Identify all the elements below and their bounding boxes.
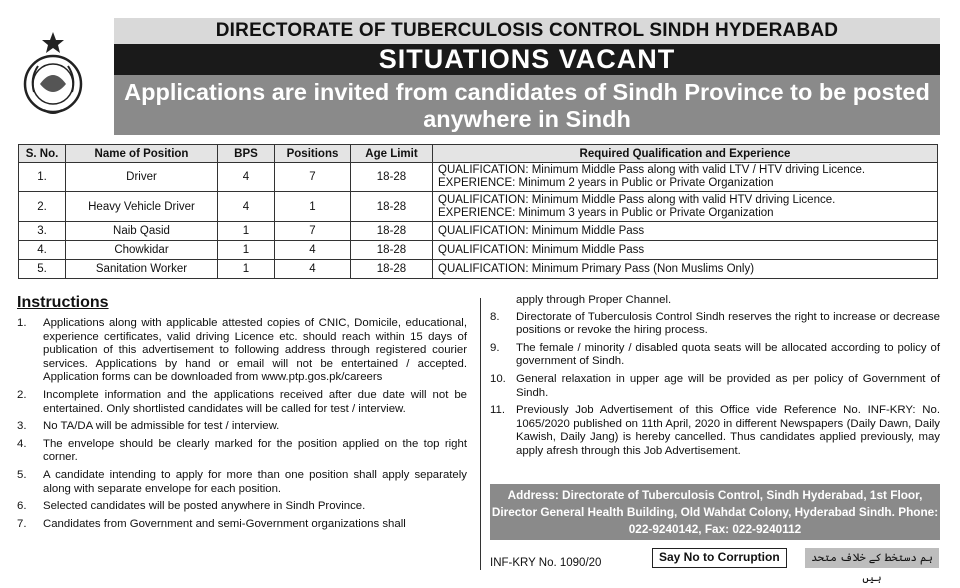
qualification-text: QUALIFICATION: Minimum Middle Pass along with valid LTV / HTV driving Licence. — [438, 164, 866, 176]
list-item — [17, 317, 467, 385]
cell-sno: 1. — [19, 163, 66, 192]
cell-bps: 4 — [218, 192, 275, 222]
cell-requirements: QUALIFICATION: Minimum Middle Pass — [433, 241, 938, 260]
cell-age: 18-28 — [351, 241, 433, 260]
list-item — [17, 500, 467, 514]
table-row — [19, 222, 938, 241]
cell-sno: 3. — [19, 222, 66, 241]
cell-bps: 1 — [218, 260, 275, 279]
list-item — [17, 518, 467, 532]
cell-sno: 4. — [19, 241, 66, 260]
list-item — [17, 469, 467, 496]
item-text: The female / minority / disabled quota seats will be allocated according to policy of government of Sindh. — [516, 341, 940, 368]
cell-requirements: QUALIFICATION: Minimum Primary Pass (Non Muslims Only) — [433, 260, 938, 279]
cell-sno: 5. — [19, 260, 66, 279]
sindh-government-emblem — [20, 30, 86, 116]
cell-positions: 7 — [275, 163, 351, 192]
cell-bps: 1 — [218, 222, 275, 241]
col-bps: BPS — [218, 145, 275, 163]
urdu-slogan: ہم دستخط کے خلاف متحد ہیں — [805, 548, 939, 568]
col-sno: S. No. — [19, 145, 66, 163]
cell-bps: 4 — [218, 163, 275, 192]
cell-positions: 7 — [275, 222, 351, 241]
cell-age: 18-28 — [351, 260, 433, 279]
item-number: 11. — [490, 404, 505, 417]
cell-positions: 4 — [275, 260, 351, 279]
col-position-name: Name of Position — [66, 145, 218, 163]
list-item — [17, 389, 467, 416]
table-row — [19, 192, 938, 222]
directorate-title: DIRECTORATE OF TUBERCULOSIS CONTROL SINDH HYDERABAD — [114, 18, 940, 44]
item-text: Incomplete information and the applications received after due date will not be entertained. Only shortlisted candidates will be called for test / interview. — [43, 388, 467, 415]
col-qualification: Required Qualification and Experience — [433, 145, 938, 163]
list-item — [490, 342, 940, 369]
say-no-to-corruption-badge: Say No to Corruption — [652, 548, 787, 568]
list-item — [490, 311, 940, 338]
table-row — [19, 241, 938, 260]
situations-vacant-banner: SITUATIONS VACANT — [114, 44, 940, 75]
item-7-continuation: apply through Proper Channel. — [516, 294, 672, 306]
col-positions: Positions — [275, 145, 351, 163]
item-number: 8. — [490, 310, 500, 323]
item-text: Selected candidates will be posted anywhere in Sindh Province. — [43, 500, 366, 513]
invitation-banner: Applications are invited from candidates of Sindh Province to be posted anywhere in Sindh — [114, 75, 940, 135]
col-age-limit: Age Limit — [351, 145, 433, 163]
item-text: General relaxation in upper age will be provided as per policy of Government of Sindh. — [516, 372, 940, 399]
contact-address-box: Address: Directorate of Tuberculosis Control, Sindh Hyderabad, 1st Floor, Director General Health Building, Old Wahdat Colony, Hyderabad Sindh. Phone: 022-9240142, Fax: 022-9240112 — [490, 484, 940, 540]
cell-positions: 1 — [275, 192, 351, 222]
item-text: A candidate intending to apply for more than one position shall apply separately along with separate envelope for each position. — [43, 468, 467, 495]
table-header-row — [19, 145, 938, 163]
item-number: 3. — [17, 420, 27, 433]
item-number: 6. — [17, 500, 27, 513]
list-item — [17, 438, 467, 465]
instructions-left-column — [17, 317, 467, 535]
list-item — [17, 420, 467, 434]
cell-sno: 2. — [19, 192, 66, 222]
cell-requirements: QUALIFICATION: Minimum Middle Pass — [433, 222, 938, 241]
experience-text: EXPERIENCE: Minimum 3 years in Public or Private Organization — [438, 206, 774, 219]
experience-text: EXPERIENCE: Minimum 2 years in Public or Private Organization — [438, 177, 774, 189]
instructions-right-column — [490, 294, 940, 463]
qualification-text: QUALIFICATION: Minimum Middle Pass along with valid HTV driving Licence. — [438, 193, 836, 206]
column-divider — [480, 298, 481, 570]
cell-bps: 1 — [218, 241, 275, 260]
cell-name: Chowkidar — [66, 241, 218, 260]
item-text: The envelope should be clearly marked for the position applied on the top right corner. — [43, 437, 467, 464]
cell-requirements — [433, 192, 938, 222]
item-number: 4. — [17, 437, 27, 450]
cell-name: Driver — [66, 163, 218, 192]
cell-age: 18-28 — [351, 192, 433, 222]
reference-number: INF-KRY No. 1090/20 — [490, 557, 602, 569]
table-row — [19, 260, 938, 279]
item-number: 9. — [490, 341, 500, 354]
item-text: Candidates from Government and semi-Government organizations shall — [43, 517, 406, 530]
item-text: No TA/DA will be admissible for test / interview. — [43, 420, 280, 433]
instructions-heading: Instructions — [17, 294, 109, 311]
cell-name: Naib Qasid — [66, 222, 218, 241]
list-item — [490, 404, 940, 458]
item-text: Previously Job Advertisement of this Office vide Reference No. INF-KRY: No. 1065/2020 published on 11th April, 2020 in different Newspapers (Daily Dawn, Daily Kawish, Daily Jang) is hereby cancelled. Thus candidates applied previously, may apply afresh through this Job Advertisement. — [516, 404, 940, 457]
item-number: 10. — [490, 372, 506, 385]
table-row — [19, 163, 938, 192]
cell-age: 18-28 — [351, 163, 433, 192]
positions-table — [18, 144, 938, 279]
list-item — [490, 373, 940, 400]
item-number: 5. — [17, 468, 27, 481]
cell-age: 18-28 — [351, 222, 433, 241]
item-text: Directorate of Tuberculosis Control Sindh reserves the right to increase or decrease positions or revoke the hiring process. — [516, 310, 940, 337]
item-number: 1. — [17, 317, 27, 329]
item-text: Applications along with applicable attested copies of CNIC, Domicile, educational, experience certificates, valid driving Licence etc. should reach within 15 days of publication of this advertisement to following address through registered courier services. Applications by hand or email will not be entertained / accepted. Application forms can be downloaded from www.ptp.gos.pk/careers — [43, 317, 467, 384]
cell-requirements — [433, 163, 938, 192]
item-number: 2. — [17, 388, 27, 401]
cell-positions: 4 — [275, 241, 351, 260]
cell-name: Sanitation Worker — [66, 260, 218, 279]
item-number: 7. — [17, 517, 27, 530]
cell-name: Heavy Vehicle Driver — [66, 192, 218, 222]
